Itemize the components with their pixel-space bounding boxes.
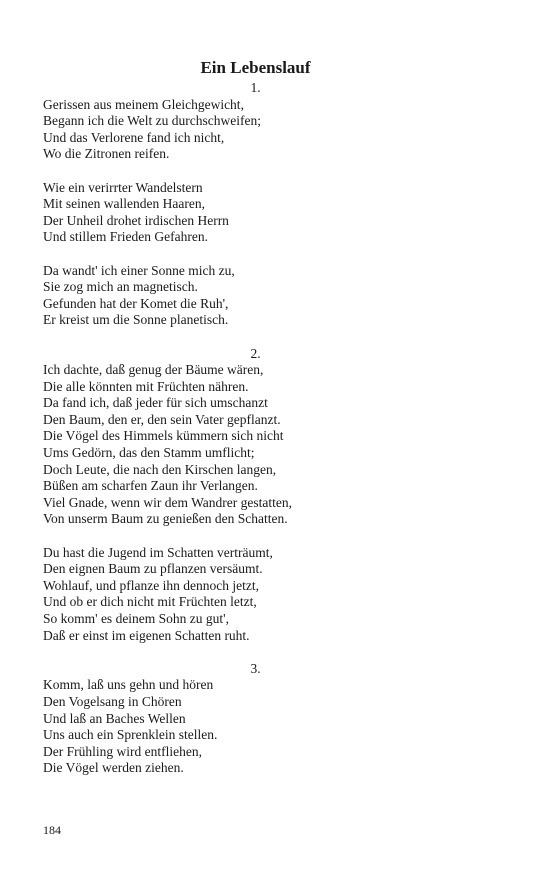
verse-line: Mit seinen wallenden Haaren,: [43, 196, 205, 212]
poem-section: [43, 346, 468, 645]
verse-line: Büßen am scharfen Zaun ihr Verlangen.: [43, 478, 258, 494]
verse-line: Gefunden hat der Komet die Ruh',: [43, 295, 229, 311]
poem-section: [43, 80, 468, 329]
verse-line: Wo die Zitronen reifen.: [43, 146, 170, 162]
stanza: [43, 545, 468, 645]
poem-body: [43, 80, 468, 777]
verse-line: Du hast die Jugend im Schatten verträumt,: [43, 544, 273, 560]
page-number: 184: [43, 823, 61, 837]
verse-line: So komm' es deinem Sohn zu gut',: [43, 611, 229, 626]
verse-line: Der Frühling wird entfliehen,: [43, 743, 202, 759]
verse-line: Die Vögel des Himmels kümmern sich nicht: [43, 428, 284, 444]
verse-line: Wohlauf, und pflanze ihn dennoch jetzt,: [43, 577, 259, 593]
verse-line: Der Unheil drohet irdischen Herrn: [43, 212, 229, 228]
verse-line: Da fand ich, daß jeder für sich umschanzt: [43, 395, 268, 411]
verse-line: Von unserm Baum zu genießen den Schatten.: [43, 511, 288, 527]
verse-line: Uns auch ein Sprenklein stellen.: [43, 727, 218, 743]
poem-page: [43, 58, 468, 794]
verse-line: Und das Verlorene fand ich nicht,: [43, 129, 225, 145]
verse-line: Gerissen aus meinem Gleichgewicht,: [43, 96, 244, 112]
verse-line: Sie zog mich an magnetisch.: [43, 279, 198, 295]
verse-line: Da wandt' ich einer Sonne mich zu,: [43, 262, 235, 278]
verse-line: Den Vogelsang in Chören: [43, 693, 182, 709]
verse-line: Daß er einst im eigenen Schatten ruht.: [43, 627, 250, 643]
stanza: [43, 677, 468, 777]
section-number: 3.: [250, 660, 261, 676]
stanza: [43, 180, 468, 246]
verse-line: Komm, laß uns gehn und hören: [43, 677, 214, 693]
verse-line: Und stillem Frieden Gefahren.: [43, 229, 208, 245]
stanza: [43, 362, 468, 528]
verse-line: Wie ein verirrter Wandelstern: [43, 179, 203, 195]
section-number: 2.: [250, 345, 261, 361]
verse-line: Viel Gnade, wenn wir dem Wandrer gestatten,: [43, 494, 293, 510]
verse-line: Doch Leute, die nach den Kirschen langen,: [43, 461, 277, 477]
verse-line: Und laß an Baches Wellen: [43, 710, 186, 726]
verse-line: Den eignen Baum zu pflanzen versäumt.: [43, 561, 263, 577]
verse-line: Ich dachte, daß genug der Bäume wären,: [43, 362, 264, 378]
stanza: [43, 263, 468, 329]
poem-section: [43, 661, 468, 777]
section-number: 1.: [250, 80, 261, 95]
verse-line: Und ob er dich nicht mit Früchten letzt,: [43, 594, 257, 610]
verse-line: Den Baum, den er, den sein Vater gepflanzt.: [43, 411, 281, 427]
stanza: [43, 97, 468, 163]
verse-line: Die alle könnten mit Früchten nähren.: [43, 378, 249, 394]
poem-title: Ein Lebenslauf: [200, 58, 311, 77]
verse-line: Er kreist um die Sonne planetisch.: [43, 312, 229, 328]
verse-line: Ums Gedörn, das den Stamm umflicht;: [43, 445, 255, 461]
verse-line: Begann ich die Welt zu durchschweifen;: [43, 113, 261, 129]
verse-line: Die Vögel werden ziehen.: [43, 760, 184, 776]
